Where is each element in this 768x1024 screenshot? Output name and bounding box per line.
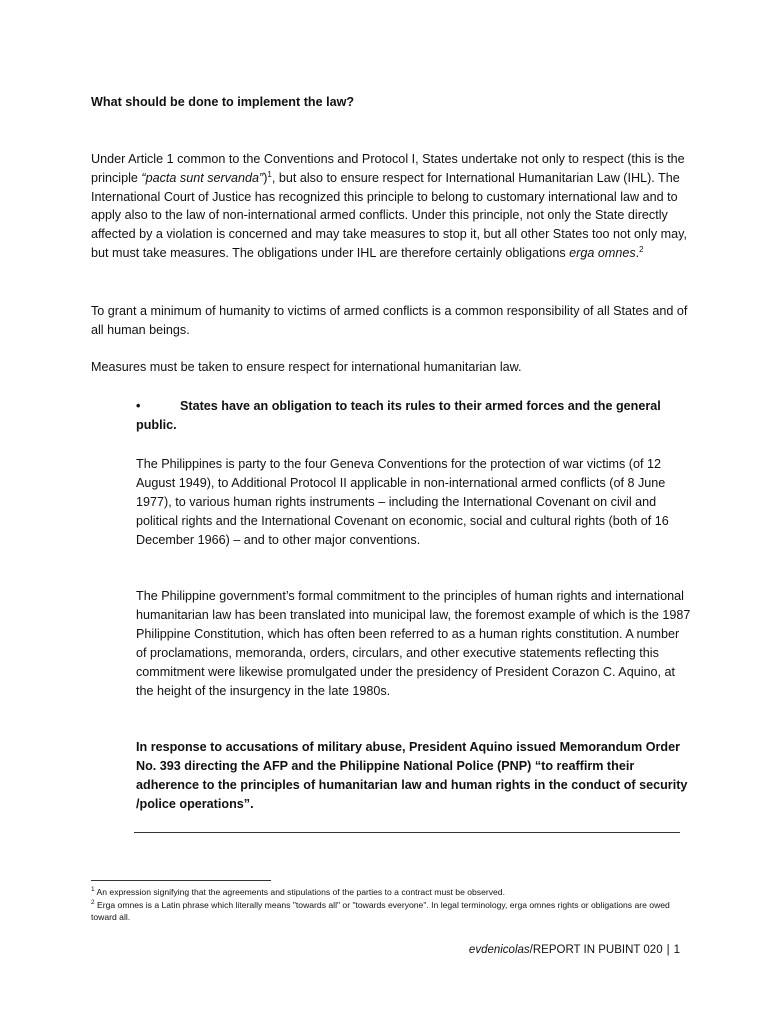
paragraph-article-1	[91, 150, 691, 263]
footnotes	[91, 886, 691, 924]
p1-text-b: )	[263, 170, 268, 185]
p1-text-c: , but also to ensure respect for International Humanitarian Law (IHL). The International Court of Justice has recognized this principle to belong to customary international law and to apply also to the law of non-international armed conflicts. Under this principle, not only the State directly affected by a violation is concerned and may take measures to stop it, but all other States too not only may, but must take measures. The obligations under IHL are therefore certainly obligations	[91, 170, 687, 260]
bullet-text: States have an obligation to teach its rules to their armed forces and the general public.	[136, 399, 661, 432]
bullet-item	[136, 397, 696, 435]
section-heading: What should be done to implement the law?	[91, 95, 355, 109]
p1-italic-quote: “pacta sunt servanda”	[141, 170, 264, 185]
footnote-1	[91, 886, 691, 899]
section-divider	[134, 832, 680, 833]
paragraph-memorandum-order: In response to accusations of military abuse, President Aquino issued Memorandum Order No. 393 directing the AFP and the Philippine National Police (PNP) “to reaffirm their adherence to the principles of humanitarian law and human rights in the conduct of security /police operations”.	[136, 740, 688, 811]
footer-pipe: |	[666, 944, 670, 956]
p1-italic-erga: erga omnes	[569, 245, 636, 260]
footnote-2	[91, 899, 691, 924]
p1-text-a: Under Article 1 common to the Conventions and Protocol I, States undertake not only to respect (this is the principle	[91, 152, 685, 185]
paragraph-philippines-party: The Philippines is party to the four Geneva Conventions for the protection of war victims (of 12 August 1949), to Additional Protocol II applicable in non-international armed conflicts (of 8 June 1977), to various human rights instruments – including the International Covenant on civil and political rights and the International Covenant on economic, social and cultural rights (both of 16 December 1966) – and to other major conventions.	[136, 457, 669, 547]
footnote-1-text: An expression signifying that the agreements and stipulations of the parties to a contract must be observed.	[94, 887, 505, 897]
footer-page-number: 1	[673, 944, 680, 956]
p1-text-d: .	[635, 245, 640, 260]
paragraph-humanity: To grant a minimum of humanity to victims of armed conflicts is a common responsibility of all States and of all human beings.	[91, 304, 688, 337]
footnote-separator	[91, 880, 271, 881]
footnote-ref-1[interactable]: 1	[267, 169, 272, 179]
paragraph-government-commitment: The Philippine government’s formal commitment to the principles of human rights and international humanitarian law has been translated into municipal law, the foremost example of which is the 1987 Philippine Constitution, which has often been referred to as a human rights constitution. A number of proclamations, memoranda, orders, circulars, and other executive statements reflecting this commitment were likewise promulgated under the presidency of President Corazon C. Aquino, at the height of the insurgency in the late 1980s.	[136, 589, 691, 698]
paragraph-measures: Measures must be taken to ensure respect for international humanitarian law.	[91, 360, 522, 374]
footnote-2-number: 2	[91, 898, 95, 906]
footer-title: /REPORT IN PUBINT 020	[529, 944, 663, 956]
footnote-1-number: 1	[91, 886, 95, 894]
bullet-symbol: •	[136, 399, 141, 413]
footnote-ref-2[interactable]: 2	[639, 244, 644, 254]
footnote-2-text: Erga omnes is a Latin phrase which literally means "towards all" or "towards everyone". In legal terminology, erga omnes rights or obligations are owed toward all.	[91, 899, 670, 922]
page-footer	[469, 944, 680, 956]
footer-author: evdenicolas	[468, 944, 530, 956]
